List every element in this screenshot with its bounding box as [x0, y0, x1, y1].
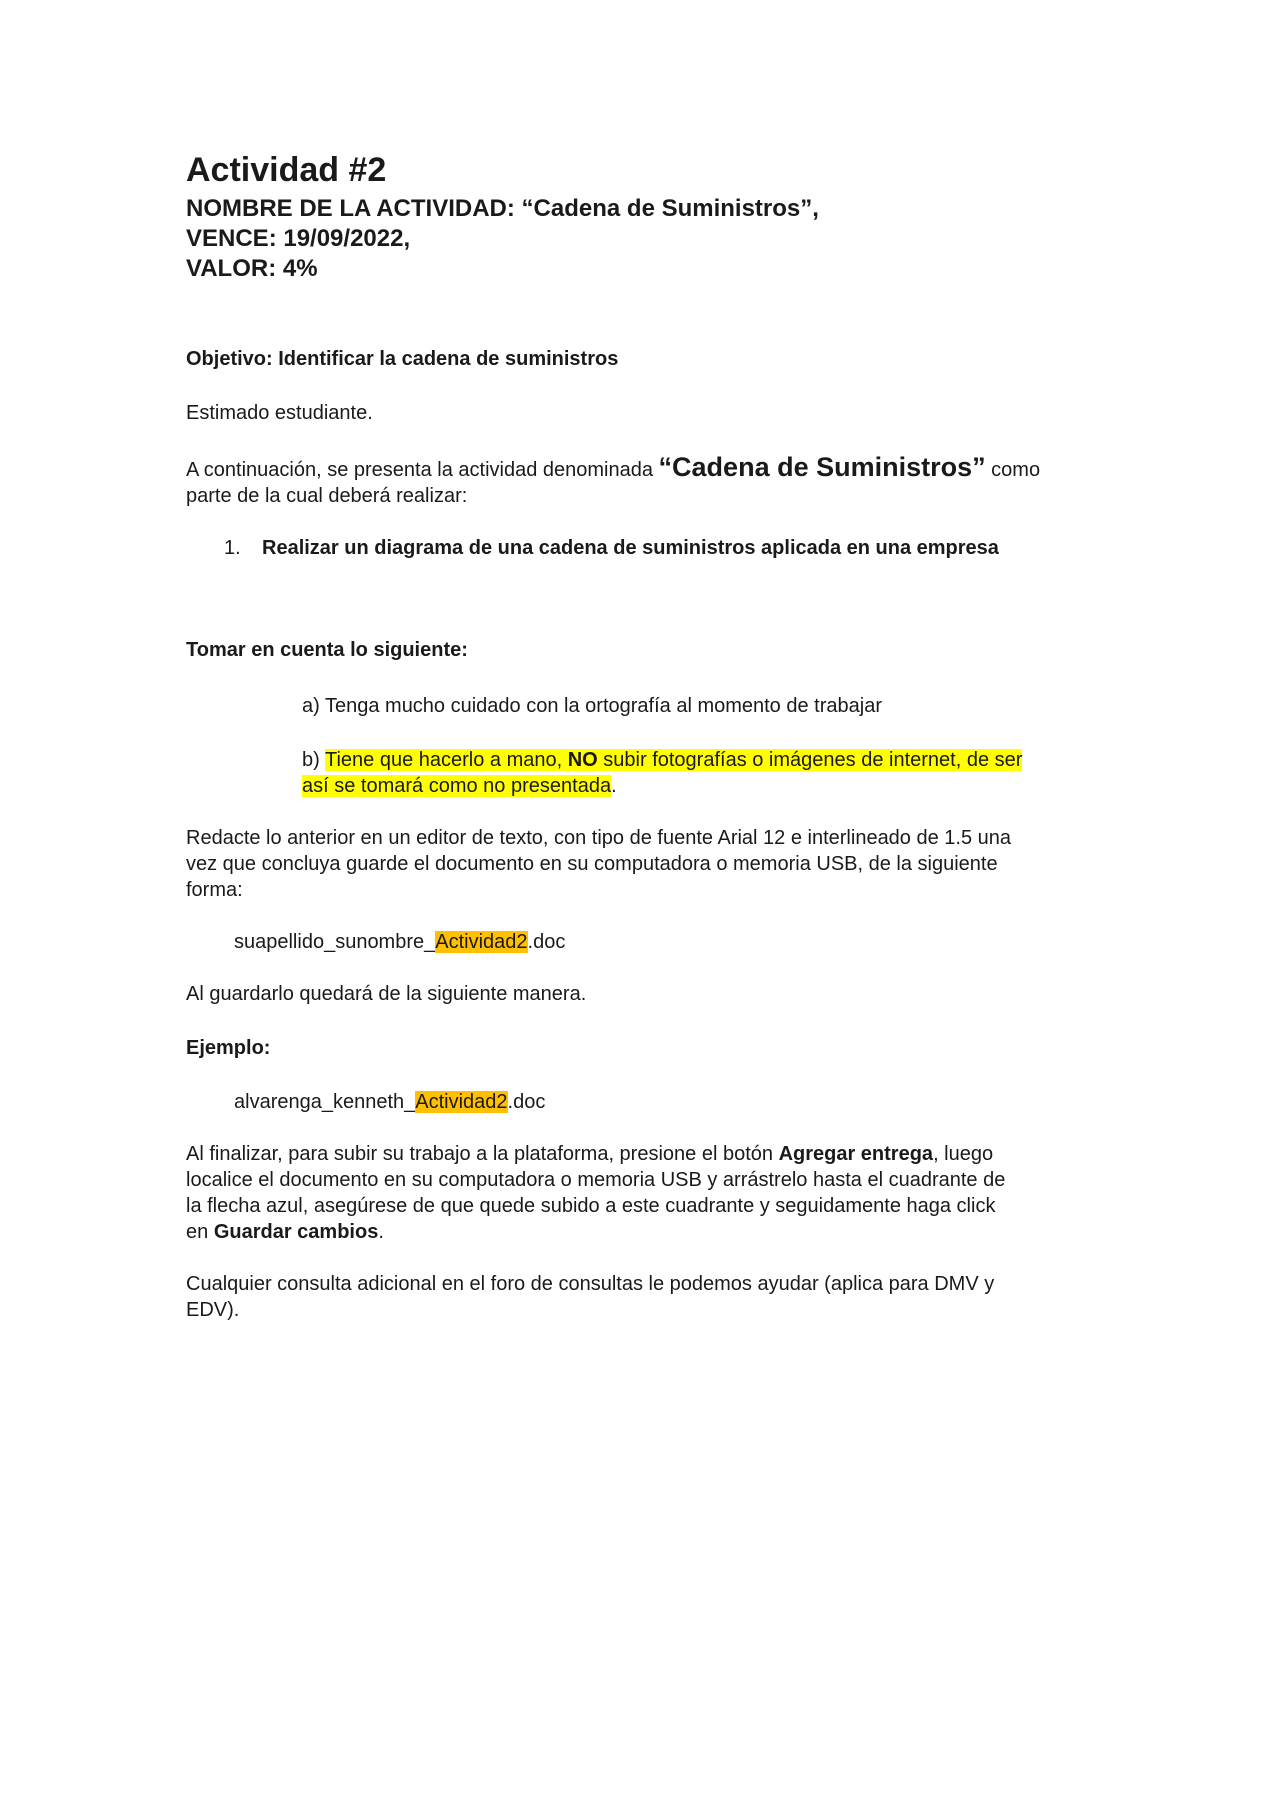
intro-paragraph — [186, 454, 1102, 509]
submit-text-end: , luego — [933, 1143, 994, 1165]
item-b-suffix: . — [611, 775, 617, 797]
format-line-1: Redacte lo anterior en un editor de texto, con tipo de fuente Arial 12 e interlineado de 1.5 una — [186, 827, 1012, 849]
task-text: Realizar un diagrama de una cadena de suministros aplicada en una empresa — [262, 537, 999, 559]
closing-line-2: EDV). — [186, 1299, 240, 1321]
submit-line-2: localice el documento en su computadora o memoria USB y arrástrelo hasta el cuadrante de — [186, 1169, 1006, 1191]
consider-heading: Tomar en cuenta lo siguiente: — [186, 639, 468, 661]
due-date-line: VENCE: 19/09/2022, — [186, 225, 411, 252]
submit-line-4-end: . — [378, 1221, 384, 1243]
submit-line-4-start: en — [186, 1221, 214, 1243]
document-page — [186, 150, 1102, 1323]
agregar-entrega-label: Agregar entrega — [778, 1143, 934, 1165]
item-b-prefix: b) — [302, 749, 325, 771]
intro-activity-name: “Cadena de Suministros” — [658, 452, 986, 482]
greeting: Estimado estudiante. — [186, 402, 373, 424]
filename-example-ext: .doc — [507, 1091, 546, 1113]
guardar-cambios-label: Guardar cambios — [213, 1221, 379, 1243]
filename-template-ext: .doc — [527, 931, 566, 953]
closing-paragraph — [186, 1271, 1102, 1323]
item-b-highlight-rest: subir fotografías o imágenes de internet, de ser — [597, 749, 1023, 771]
closing-line-1: Cualquier consulta adicional en el foro de consultas le podemos ayudar (aplica para DMV y — [186, 1273, 995, 1295]
format-line-3: forma: — [186, 879, 243, 901]
filename-example-prefix: alvarenga_kenneth_ — [234, 1091, 416, 1113]
task-list-item — [186, 535, 1102, 561]
submit-instructions — [186, 1141, 1102, 1245]
item-b-highlight: Tiene que hacerlo a mano, — [324, 749, 568, 771]
submit-line-1 — [186, 1141, 1102, 1167]
item-b-line-2 — [302, 773, 1102, 799]
activity-header — [186, 194, 1102, 284]
item-b-line-1 — [302, 747, 1102, 773]
activity-name-line: NOMBRE DE LA ACTIVIDAD: “Cadena de Suministros”, — [186, 195, 819, 222]
format-instructions — [186, 825, 1102, 903]
submit-line-3: la flecha azul, asegúrese de que quede subido a este cuadrante y seguidamente haga click — [186, 1195, 996, 1217]
intro-line-1 — [186, 454, 1102, 483]
format-line-2: vez que concluya guarde el documento en su computadora o memoria USB, de la siguiente — [186, 853, 998, 875]
filename-example-highlight: Actividad2 — [415, 1091, 508, 1113]
objective: Objetivo: Identificar la cadena de suministros — [186, 348, 619, 370]
value-line: VALOR: 4% — [186, 255, 318, 282]
intro-text: A continuación, se presenta la actividad denominada — [186, 459, 659, 481]
intro-line-2: parte de la cual deberá realizar: — [186, 485, 468, 507]
item-a: a) Tenga mucho cuidado con la ortografía al momento de trabajar — [302, 695, 882, 717]
item-b-highlight-bold: NO — [567, 749, 598, 771]
submit-text: Al finalizar, para subir su trabajo a la plataforma, presione el botón — [186, 1143, 779, 1165]
filename-example — [234, 1089, 1102, 1115]
item-b-highlight-line2: así se tomará como no presentada — [302, 775, 612, 797]
filename-template-highlight: Actividad2 — [435, 931, 528, 953]
submit-line-4 — [186, 1219, 1102, 1245]
item-b — [302, 747, 1102, 799]
filename-template — [234, 929, 1102, 955]
example-heading: Ejemplo: — [186, 1037, 271, 1059]
save-note: Al guardarlo quedará de la siguiente manera. — [186, 983, 587, 1005]
filename-template-prefix: suapellido_sunombre_ — [234, 931, 436, 953]
task-number: 1. — [224, 537, 241, 559]
document-title: Actividad #2 — [186, 151, 387, 189]
intro-text-end: como — [985, 459, 1041, 481]
